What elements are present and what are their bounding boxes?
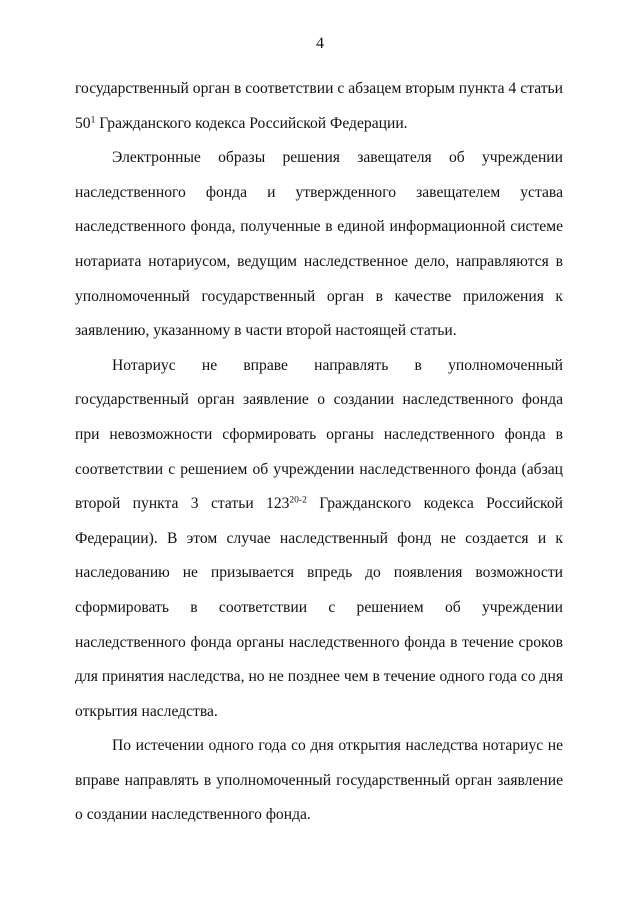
paragraph-3-text-a: Нотариус не вправе направлять в уполномоченный государственный орган заявление о создании наследственного фонда при невозможности сформировать органы наследственного фонда в соответствии с решением об учреждении наследственного фонда (абзац второй пункта 3 статьи 123 (75, 356, 563, 513)
paragraph-1-text-b: Гражданского кодекса Российской Федерации. (95, 114, 408, 132)
paragraph-3 (75, 349, 563, 730)
paragraph-3-text-b: Гражданского кодекса Российской Федерации). В этом случае наследственный фонд не создается и к наследованию не призывается впредь до появления возможности сформировать в соответствии с решением об учреждении наследственного фонда органы наследственного фонда в течение сроков для принятия наследства, но не позднее чем в течение одного года со дня открытия наследства. (75, 495, 563, 720)
paragraph-3-superscript: 20-2 (289, 495, 307, 506)
page-number: 4 (316, 35, 324, 52)
paragraph-1-superscript: 1 (90, 114, 96, 125)
paragraph-2: Электронные образы решения завещателя об учреждении наследственного фонда и утвержденного завещателем устава наследственного фонда, полученные в единой информационной системе нотариата нотариусом, ведущим наследственное дело, направляются в уполномоченный государственный орган в качестве приложения к заявлению, указанному в части второй настоящей статьи. (75, 149, 563, 340)
paragraph-4: По истечении одного года со дня открытия наследства нотариус не вправе направлять в уполномоченный государственный орган заявление о создании наследственного фонда. (75, 737, 563, 824)
paragraph-1 (75, 72, 563, 141)
document-body (75, 72, 563, 833)
paragraph-1-text-a: государственный орган в соответствии с абзацем вторым пункта 4 статьи 50 (75, 80, 563, 132)
